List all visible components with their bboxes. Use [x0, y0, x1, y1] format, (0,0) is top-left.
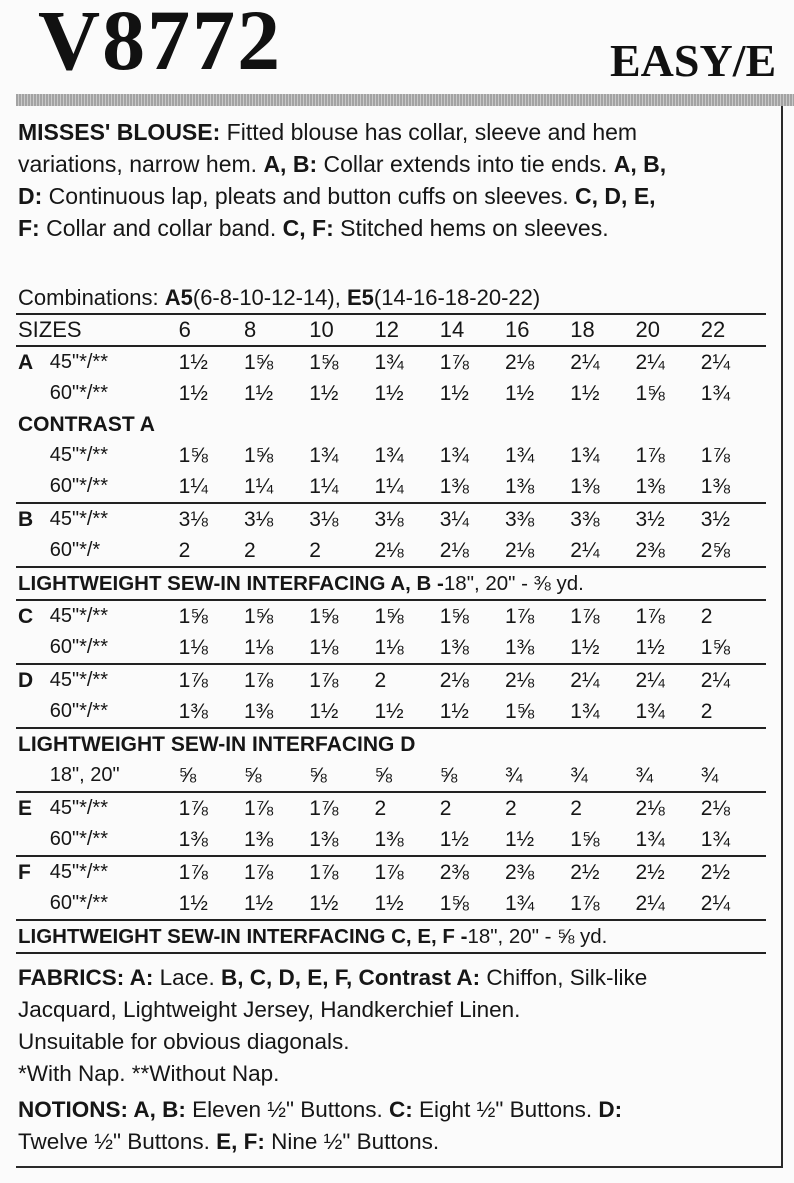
yardage-cell: 2½ — [700, 860, 730, 884]
yardage-cell: 1⅝ — [243, 604, 274, 628]
combinations-line — [16, 283, 766, 313]
view-letter: D — [18, 668, 34, 692]
yardage-cell: 1½ — [505, 381, 535, 405]
fabrics-text: Lace. — [153, 965, 221, 990]
view-label: C, D, E, — [575, 183, 656, 209]
combo-code: E5 — [346, 285, 374, 310]
fabric-width: 45"*/** — [49, 669, 108, 691]
fabric-width: 45"*/** — [49, 444, 108, 466]
yardage-row-d-45 — [16, 665, 766, 696]
fabric-width: 45"*/** — [49, 605, 108, 627]
yardage-cell: 1⅞ — [243, 796, 274, 820]
notions-section — [18, 1094, 780, 1158]
yardage-cell: 1⅝ — [243, 443, 274, 467]
yardage-row-e-45 — [16, 793, 766, 824]
yardage-cell: 1⅝ — [635, 381, 665, 405]
combo-sizes: (14-16-18-20-22) — [373, 285, 541, 310]
fabric-width: 60"*/* — [49, 539, 101, 561]
yardage-cell: 1½ — [439, 827, 469, 851]
yardage-cell: ⅝ — [243, 763, 262, 787]
nap-legend: *With Nap. **Without Nap. — [18, 1061, 280, 1086]
yardage-cell: 2⅛ — [505, 350, 535, 374]
yardage-cell: 2 — [309, 538, 321, 562]
view-label: A, B, — [613, 151, 667, 177]
yardage-cell: 2¼ — [570, 538, 600, 562]
yardage-cell: 2¼ — [570, 668, 600, 692]
yardage-cell: ¾ — [700, 763, 719, 787]
interfacing-value: 18", 20" - ⅜ yd. — [443, 571, 584, 595]
view-label: A, B: — [263, 151, 318, 177]
yardage-cell: 1½ — [309, 381, 339, 405]
yardage-cell: 1⅝ — [309, 604, 339, 628]
view-letter: F — [18, 860, 31, 884]
yardage-cell: 2¼ — [635, 891, 665, 915]
yardage-cell: 2 — [505, 796, 517, 820]
yardage-cell: 2⅜ — [635, 538, 665, 562]
size-cell: 16 — [505, 317, 530, 342]
yardage-cell: 3⅛ — [374, 507, 404, 531]
view-letter: B — [18, 507, 34, 531]
yardage-cell: 1¾ — [635, 699, 665, 723]
yardage-cell: 1⅞ — [178, 860, 208, 884]
yardage-cell: 1⅜ — [178, 699, 208, 723]
yardage-cell: 2 — [374, 796, 387, 820]
yardage-row-f-60 — [16, 888, 766, 921]
view-label: D: — [18, 183, 43, 209]
fabric-width: 60"*/** — [49, 475, 108, 497]
yardage-cell: ⅝ — [374, 763, 392, 787]
interfacing-label: LIGHTWEIGHT SEW-IN INTERFACING A, B - — [18, 571, 444, 595]
yardage-cell: 2 — [570, 796, 582, 820]
view-label: C: — [389, 1097, 413, 1122]
yardage-cell: 1¾ — [505, 891, 535, 915]
yardage-cell: 2¼ — [700, 668, 730, 692]
yardage-cell: 1⅛ — [243, 635, 274, 659]
yardage-cell: 2 — [178, 538, 191, 562]
yardage-row-c-60 — [16, 632, 766, 665]
sizes-header-row — [16, 313, 766, 347]
yardage-cell: 2 — [243, 538, 256, 562]
interfacing-ab-row — [16, 568, 766, 601]
yardage-cell: 1⅜ — [243, 699, 274, 723]
yardage-cell: 1¾ — [570, 443, 600, 467]
yardage-row-b-60 — [16, 535, 766, 568]
fabrics-title: FABRICS: — [18, 965, 125, 990]
view-label: A: — [124, 965, 154, 990]
yardage-cell: 2⅛ — [635, 796, 665, 820]
yardage-cell: 1½ — [243, 891, 274, 915]
yardage-chart — [16, 283, 766, 954]
yardage-cell: 3⅛ — [178, 507, 208, 531]
fabric-width: 60"*/** — [49, 636, 108, 658]
yardage-cell: 1⅜ — [505, 635, 535, 659]
yardage-cell: 1¾ — [505, 443, 535, 467]
description-line — [18, 180, 778, 212]
notions-text: Eleven ½" Buttons. — [185, 1097, 390, 1122]
description-text: Stitched hems on sleeves. — [333, 215, 609, 241]
yardage-cell: ¾ — [570, 763, 588, 787]
view-label: E, F: — [216, 1129, 265, 1154]
yardage-row-contrast-a-60 — [16, 471, 766, 502]
yardage-cell: 1⅞ — [570, 604, 600, 628]
fabric-width: 45"*/** — [49, 508, 108, 530]
yardage-cell: 1⅜ — [439, 474, 469, 498]
fabric-width: 45"*/** — [49, 861, 108, 883]
sizes-label: SIZES — [18, 317, 82, 342]
notions-line — [18, 1126, 780, 1158]
notions-text: Nine ½" Buttons. — [264, 1129, 440, 1154]
yardage-cell: 1⅝ — [439, 891, 469, 915]
combo-code: A5 — [164, 285, 193, 310]
description-line — [18, 212, 778, 244]
yardage-row-b-45 — [16, 502, 766, 535]
yardage-row-c-45 — [16, 601, 766, 632]
yardage-cell: 2⅛ — [505, 668, 535, 692]
size-cell: 22 — [700, 317, 726, 342]
yardage-cell: 2⅝ — [700, 538, 730, 562]
yardage-cell: 1¾ — [700, 827, 730, 851]
description-text: Collar and collar band. — [39, 215, 283, 241]
interfacing-cef-row — [16, 921, 766, 954]
fabrics-line: Unsuitable for obvious diagonals. — [18, 1029, 350, 1054]
notions-line — [18, 1094, 780, 1126]
yardage-cell: 2⅛ — [439, 668, 469, 692]
size-cell: 20 — [635, 317, 661, 342]
yardage-cell: 1¾ — [309, 443, 339, 467]
yardage-cell: 2½ — [635, 860, 665, 884]
yardage-cell: 3½ — [635, 507, 665, 531]
yardage-cell: 1⅛ — [374, 635, 404, 659]
fabrics-section — [18, 962, 780, 1090]
yardage-cell: 1⅛ — [178, 635, 208, 659]
yardage-cell: 1⅝ — [505, 699, 535, 723]
yardage-cell: 1½ — [570, 635, 600, 659]
yardage-cell: 2¼ — [570, 350, 600, 374]
yardage-cell: 1½ — [309, 699, 339, 723]
description-text: variations, narrow hem. — [18, 151, 264, 177]
yardage-cell: 1⅝ — [178, 604, 208, 628]
combo-sizes: (6-8-10-12-14), — [192, 285, 347, 310]
yardage-cell: 1½ — [439, 699, 469, 723]
yardage-cell: 1⅞ — [700, 443, 730, 467]
fabric-width: 60"*/** — [49, 700, 108, 722]
size-cell: 6 — [178, 317, 191, 342]
yardage-cell: 1⅝ — [700, 635, 730, 659]
yardage-row-e-60 — [16, 824, 766, 857]
description-line — [18, 148, 778, 180]
yardage-row-contrast-a-45 — [16, 440, 766, 471]
yardage-row-f-45 — [16, 857, 766, 888]
yardage-cell: 1¾ — [374, 443, 404, 467]
yardage-cell: 1½ — [178, 350, 208, 374]
yardage-cell: 1¾ — [700, 381, 730, 405]
yardage-row-d-60 — [16, 696, 766, 729]
yardage-cell: 1⅞ — [243, 860, 274, 884]
yardage-cell: ⅝ — [178, 763, 197, 787]
yardage-cell: 1⅝ — [570, 827, 600, 851]
yardage-cell: 2½ — [570, 860, 600, 884]
size-cell: 14 — [439, 317, 465, 342]
yardage-cell: 1¼ — [374, 474, 404, 498]
interfacing-label: LIGHTWEIGHT SEW-IN INTERFACING C, E, F - — [18, 924, 468, 948]
description-text: Fitted blouse has collar, sleeve and hem — [220, 119, 638, 145]
yardage-cell: 1½ — [178, 891, 208, 915]
yardage-cell: 1⅛ — [309, 635, 339, 659]
yardage-cell: 1⅝ — [309, 350, 339, 374]
interfacing-d-heading: LIGHTWEIGHT SEW-IN INTERFACING D — [18, 732, 416, 756]
yardage-cell: 1⅜ — [178, 827, 208, 851]
yardage-cell: 2 — [439, 796, 452, 820]
yardage-cell: 1¼ — [243, 474, 274, 498]
yardage-cell: 1⅜ — [700, 474, 730, 498]
yardage-cell: ¾ — [635, 763, 654, 787]
yardage-cell: 1¾ — [570, 699, 600, 723]
yardage-cell: 2⅜ — [505, 860, 535, 884]
yardage-cell: ⅝ — [309, 763, 327, 787]
combinations-label: Combinations: — [18, 285, 165, 310]
yardage-cell: 3¼ — [439, 507, 469, 531]
yardage-cell: 1½ — [635, 635, 665, 659]
yardage-cell: 1¼ — [178, 474, 208, 498]
fabric-width: 45"*/** — [49, 797, 108, 819]
yardage-row-a-60 — [16, 378, 766, 409]
yardage-cell: 1½ — [374, 891, 404, 915]
interfacing-value: 18", 20" - ⅝ yd. — [467, 924, 608, 948]
bottom-border — [16, 1166, 783, 1168]
view-label: C, F: — [282, 215, 334, 241]
yardage-cell: 2¼ — [700, 350, 730, 374]
yardage-cell: 2⅛ — [505, 538, 535, 562]
yardage-cell: 2⅛ — [700, 796, 730, 820]
yardage-cell: 1½ — [374, 381, 404, 405]
fabrics-line — [18, 962, 780, 994]
size-cell: 12 — [374, 317, 399, 342]
description-line — [18, 116, 778, 148]
yardage-cell: 3½ — [700, 507, 730, 531]
yardage-cell: 2⅜ — [439, 860, 469, 884]
notions-text: Twelve ½" Buttons. — [18, 1129, 217, 1154]
yardage-cell: 1½ — [374, 699, 404, 723]
yardage-row-a-45 — [16, 347, 766, 378]
notions-text: Eight ½" Buttons. — [412, 1097, 599, 1122]
size-cell: 10 — [309, 317, 334, 342]
yardage-cell: 1⅞ — [374, 860, 404, 884]
fabrics-line: Jacquard, Lightweight Jersey, Handkerchief Linen. — [18, 997, 521, 1022]
description-text: Collar extends into tie ends. — [317, 151, 614, 177]
fabric-width: 18", 20" — [49, 764, 120, 786]
yardage-cell: 2⅛ — [374, 538, 404, 562]
yardage-cell: 1¾ — [439, 443, 469, 467]
view-label: B, C, D, E, F, Contrast A: — [220, 965, 481, 990]
yardage-cell: 1⅜ — [439, 635, 469, 659]
yardage-cell: 1⅞ — [309, 860, 339, 884]
yardage-cell: 1⅞ — [309, 796, 339, 820]
yardage-cell: 1⅞ — [178, 796, 208, 820]
yardage-cell: 3⅜ — [570, 507, 600, 531]
yardage-cell: 1¼ — [309, 474, 339, 498]
header-divider-bar — [16, 94, 794, 106]
yardage-cell: 1⅜ — [309, 827, 339, 851]
view-letter: C — [18, 604, 34, 628]
yardage-cell: 3⅜ — [505, 507, 535, 531]
yardage-cell: 1⅜ — [243, 827, 274, 851]
yardage-cell: 1⅞ — [505, 604, 535, 628]
yardage-cell: ⅝ — [439, 763, 458, 787]
yardage-cell: 1½ — [309, 891, 339, 915]
pattern-number: V8772 — [38, 0, 283, 88]
yardage-cell: 2¼ — [635, 350, 665, 374]
yardage-cell: 2 — [374, 668, 387, 692]
yardage-cell: 1⅞ — [243, 668, 274, 692]
yardage-cell: 1⅝ — [439, 604, 469, 628]
yardage-cell: ¾ — [505, 763, 523, 787]
view-label: A, B: — [128, 1097, 186, 1122]
yardage-cell: 1½ — [439, 381, 469, 405]
yardage-cell: 1⅜ — [505, 474, 535, 498]
yardage-cell: 1½ — [505, 827, 535, 851]
yardage-cell: 1¾ — [635, 827, 665, 851]
yardage-cell: 1⅞ — [570, 891, 600, 915]
pattern-description — [18, 116, 778, 244]
yardage-cell: 1⅜ — [570, 474, 600, 498]
yardage-cell: 1⅜ — [635, 474, 665, 498]
yardage-cell: 1⅜ — [374, 827, 404, 851]
yardage-cell: 2⅛ — [439, 538, 469, 562]
size-cell: 8 — [243, 317, 257, 342]
difficulty-label: EASY/E — [610, 35, 777, 86]
yardage-cell: 1½ — [243, 381, 274, 405]
yardage-cell: 1⅞ — [309, 668, 339, 692]
yardage-cell: 1⅞ — [635, 443, 665, 467]
size-cell: 18 — [570, 317, 595, 342]
fabric-width: 60"*/** — [49, 828, 108, 850]
yardage-cell: 2¼ — [700, 891, 730, 915]
view-letter: A — [18, 350, 34, 374]
yardage-row-interfacing-d — [16, 760, 766, 793]
yardage-cell: 1⅝ — [243, 350, 274, 374]
contrast-a-heading: CONTRAST A — [18, 412, 155, 436]
fabrics-text: Chiffon, Silk-like — [480, 965, 648, 990]
notions-title: NOTIONS: — [18, 1097, 128, 1122]
yardage-cell: 3⅛ — [243, 507, 274, 531]
yardage-cell: 1⅞ — [439, 350, 469, 374]
yardage-cell: 2 — [700, 699, 713, 723]
view-label: D: — [598, 1097, 623, 1122]
fabric-width: 60"*/** — [49, 382, 108, 404]
view-label: F: — [18, 215, 40, 241]
right-border — [781, 106, 783, 1166]
fabric-width: 60"*/** — [49, 892, 108, 914]
yardage-cell: 1½ — [570, 381, 600, 405]
yardage-cell: 2 — [700, 604, 713, 628]
fabric-width: 45"*/** — [49, 351, 108, 373]
view-letter: E — [18, 796, 33, 820]
yardage-cell: 1⅝ — [178, 443, 208, 467]
yardage-cell: 1⅞ — [178, 668, 208, 692]
yardage-cell: 3⅛ — [309, 507, 339, 531]
description-text: Continuous lap, pleats and button cuffs on sleeves. — [42, 183, 576, 209]
yardage-cell: 2¼ — [635, 668, 665, 692]
yardage-cell: 1⅝ — [374, 604, 404, 628]
yardage-cell: 1⅞ — [635, 604, 665, 628]
yardage-cell: 1½ — [178, 381, 208, 405]
yardage-cell: 1¾ — [374, 350, 404, 374]
description-title: MISSES' BLOUSE: — [18, 119, 221, 145]
